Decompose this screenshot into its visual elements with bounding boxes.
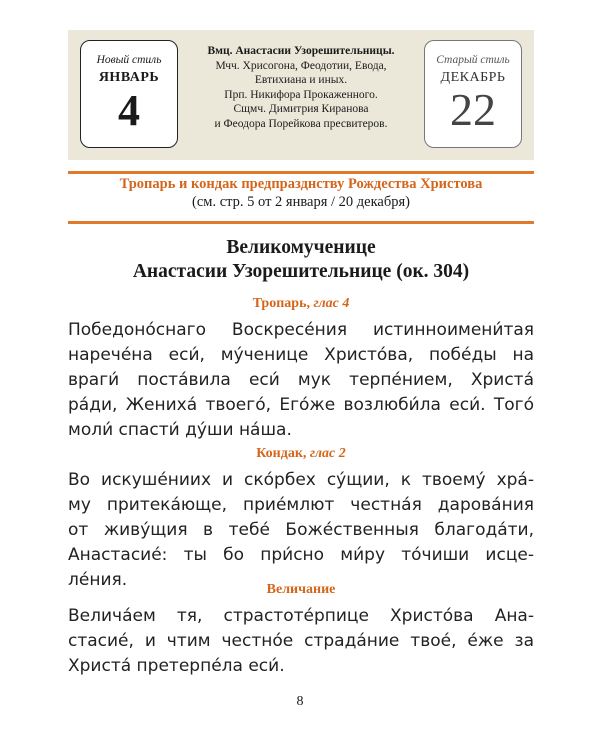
text-line: моли́ спасти́ ду́ши на́ша.	[68, 420, 292, 440]
divider-bottom	[68, 221, 534, 224]
magnification-heading: Величание	[266, 582, 336, 597]
kontakion-text	[68, 468, 534, 593]
troparion-text	[68, 318, 534, 443]
text-line: от живу́щия в тебе́ Боже́ственныя благода́ти,	[68, 520, 534, 540]
magnification-text	[68, 604, 534, 679]
new-style-month: ЯНВАРЬ	[98, 70, 160, 85]
text-line: Велича́ем тя, страстоте́рпице Христо́ва Ана-	[68, 606, 534, 626]
text-line: Во искуше́ниих и ско́рбех су́щии, к твоему́ хра́-	[68, 470, 534, 490]
saint-line: Евтихиана и иных.	[254, 74, 348, 86]
calendar-header	[68, 30, 534, 160]
troparion-heading	[68, 296, 534, 312]
saint-title-line2: Анастасии Узорешительнице (ок. 304)	[132, 261, 470, 282]
text-line: Победоно́снаго Воскресе́ния истинноимени́тая	[68, 320, 534, 340]
kontakion-heading-label: Кондак,	[256, 446, 307, 461]
text-line: ле́ния.	[68, 570, 128, 590]
feast-reference-note: (см. стр. 5 от 2 января / 20 декабря)	[192, 194, 410, 210]
old-style-month: ДЕКАБРЬ	[440, 70, 506, 85]
kontakion-tone: глас 2	[309, 446, 346, 461]
text-line: Анастасие́: ты бо при́сно ми́ру то́чиши исце-	[68, 545, 534, 565]
troparion-heading-label: Тропарь,	[252, 296, 310, 311]
saint-title-line1: Великомученице	[226, 237, 376, 258]
feast-reference	[68, 175, 534, 211]
saint-line: Прп. Никифора Прокаженного.	[224, 88, 378, 101]
saint-line: Вмц. Анастасии Узорешительницы.	[207, 45, 395, 57]
saint-line: и Феодора Порейкова пресвитеров.	[214, 117, 388, 130]
old-style-label: Старый стиль	[436, 54, 510, 66]
old-style-date-box	[424, 40, 522, 148]
kontakion-heading	[68, 446, 534, 462]
saint-line: Мчч. Хрисогона, Феодотии, Евода,	[215, 59, 387, 72]
new-style-date-box	[80, 40, 178, 148]
text-line: нарече́на еси́, му́ченице Христо́ва, побе́ды на	[68, 345, 534, 365]
troparion-tone: глас 4	[313, 296, 350, 311]
text-line: ра́ди, Жениха́ твоего́, Его́же возлюби́ла еси́. Того́	[68, 395, 534, 415]
feast-reference-title: Тропарь и кондак предпразднству Рождества Христова	[119, 176, 483, 192]
saint-line: Сщмч. Димитрия Киранова	[233, 103, 369, 115]
new-style-day: 4	[118, 86, 140, 135]
saint-title	[68, 236, 534, 284]
divider-top	[68, 171, 534, 174]
saints-of-day	[186, 44, 416, 131]
text-line: стасие́, и чтим честно́е страда́ние твое́, е́же за	[68, 631, 534, 651]
text-line: му притека́юще, прие́млют честна́я дарова́ния	[68, 495, 534, 515]
old-style-day: 22	[450, 84, 496, 135]
text-line: Христа́ претерпе́ла еси́.	[68, 656, 285, 676]
text-line: враги́ поста́вила еси́ мук терпе́нием, Христа́	[68, 370, 534, 390]
page-number: 8	[296, 694, 304, 709]
new-style-label: Новый стиль	[96, 54, 162, 66]
